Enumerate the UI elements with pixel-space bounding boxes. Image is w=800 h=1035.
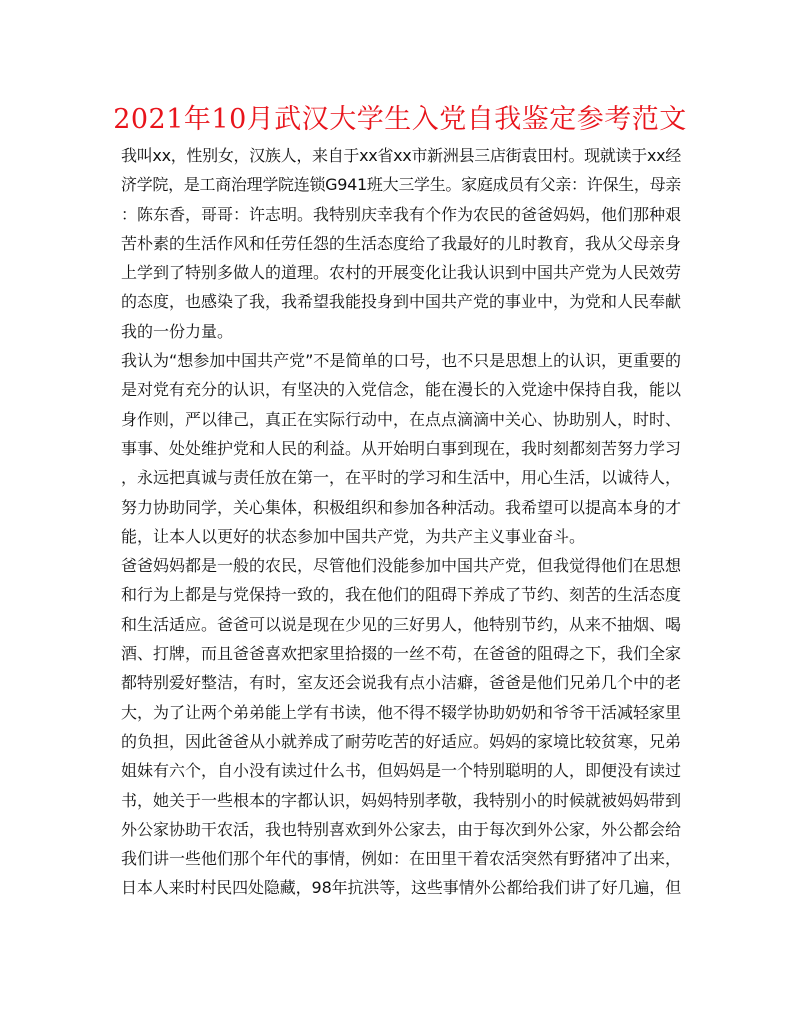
text-line: 努力协助同学，关心集体，积极组织和参加各种活动。我希望可以提高本身的才 [121, 497, 681, 517]
text-line: 济学院，是工商治理学院连锁G941班大三学生。家庭成员有父亲：许保生，母亲 [121, 175, 681, 195]
text-line: ，永远把真诚与责任放在第一，在平时的学习和生活中，用心生活，以诚待人， [121, 468, 681, 488]
text-line: 我认为“想参加中国共产党”不是简单的口号，也不只是思想上的认识，更重要的 [121, 351, 681, 371]
text-line: 我叫xx，性别女，汉族人，来自于xx省xx市新洲县三店街袁田村。现就读于xx经 [121, 146, 681, 165]
text-line: 和行为上都是与党保持一致的，我在他们的阻碍下养成了节约、刻苦的生活态度 [121, 585, 681, 605]
text-line: 身作则，严以律己，真正在实际行动中，在点点滴滴中关心、协助别人，时时、 [121, 409, 681, 429]
text-line: 能，让本人以更好的状态参加中国共产党，为共产主义事业奋斗。 [121, 526, 586, 546]
document-title: 2021年10月武汉大学生入党自我鉴定参考范文 [113, 104, 687, 135]
text-line: 的态度，也感染了我，我希望我能投身到中国共产党的事业中，为党和人民奉献 [121, 292, 681, 312]
text-line: 外公家协助干农活，我也特别喜欢到外公家去，由于每次到外公家，外公都会给 [121, 819, 681, 839]
text-line: 大，为了让两个弟弟能上学有书读，他不得不辍学协助奶奶和爷爷干活减轻家里 [121, 702, 681, 722]
text-line: 事事、处处维护党和人民的利益。从开始明白事到现在，我时刻都刻苦努力学习 [121, 438, 681, 458]
text-line: 是对党有充分的认识，有坚决的入党信念，能在漫长的入党途中保持自我，能以 [121, 380, 681, 400]
text-line: 姐妹有六个，自小没有读过什么书，但妈妈是一个特别聪明的人，即便没有读过 [121, 761, 681, 781]
text-line: 爸爸妈妈都是一般的农民，尽管他们没能参加中国共产党，但我觉得他们在思想 [121, 556, 681, 576]
text-line: 上学到了特别多做人的道理。农村的开展变化让我认识到中国共产党为人民效劳 [121, 263, 681, 283]
text-line: 苦朴素的生活作风和任劳任怨的生活态度给了我最好的儿时教育，我从父母亲身 [121, 233, 681, 253]
text-line: ：陈东香，哥哥：许志明。我特别庆幸我有个作为农民的爸爸妈妈，他们那种艰 [121, 204, 681, 224]
text-line: 酒、打牌，而且爸爸喜欢把家里拾掇的一丝不苟，在爸爸的阻碍之下，我们全家 [121, 644, 681, 664]
text-line: 我的一份力量。 [121, 321, 234, 341]
text-line: 的负担，因此爸爸从小就养成了耐劳吃苦的好适应。妈妈的家境比较贫寒，兄弟 [121, 731, 681, 751]
text-line: 日本人来时村民四处隐藏，98年抗洪等，这些事情外公都给我们讲了好几遍，但 [121, 878, 681, 898]
text-line: 都特别爱好整洁，有时，室友还会说我有点小洁癖，爸爸是他们兄弟几个中的老 [121, 673, 681, 693]
text-line: 和生活适应。爸爸可以说是现在少见的三好男人，他特别节约，从来不抽烟、喝 [121, 614, 681, 634]
document-body [121, 141, 681, 903]
text-line: 书，她关于一些根本的字都认识，妈妈特别孝敬，我特别小的时候就被妈妈带到 [121, 790, 681, 810]
text-line: 我们讲一些他们那个年代的事情，例如：在田里干着农活突然有野猪冲了出来， [121, 849, 681, 869]
